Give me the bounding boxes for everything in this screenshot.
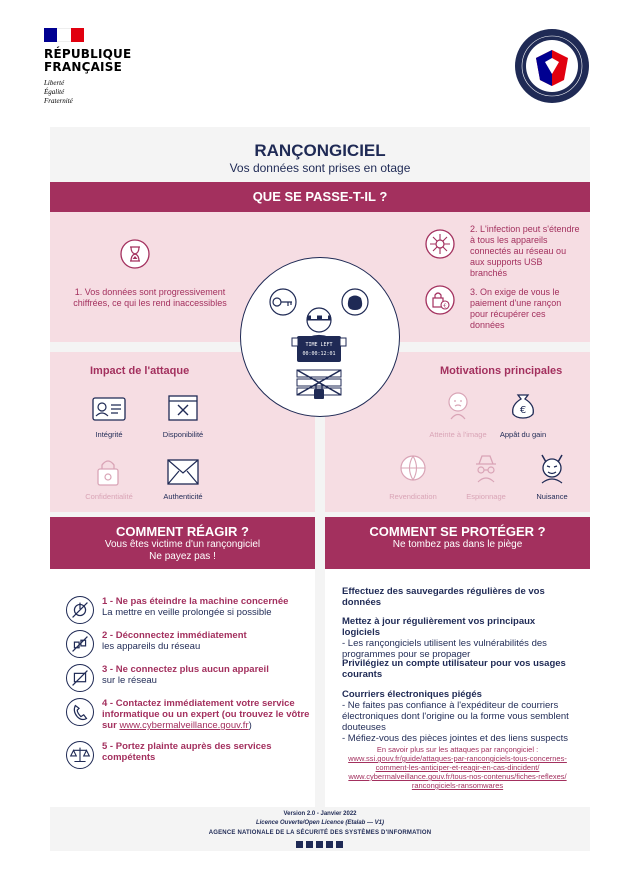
ransomware-illustration (240, 257, 400, 417)
face-icon (445, 390, 471, 420)
youtube-icon[interactable] (326, 841, 333, 848)
licence-text: Licence Ouverte/Open Licence (Etalab — V1) (255, 820, 385, 826)
step-1-text: 1. Vos données sont progressivement chiffrées, ce qui les rend inaccessibles (73, 287, 227, 308)
step-2-text: 2. L'infection peut s'étendre à tous les appareils connectés au réseau ou aux supports USB branchés (470, 224, 580, 278)
ransom-payment-icon (425, 285, 455, 315)
cybermalveillance-link[interactable]: www.cybermalveillance.gouv.fr (119, 720, 249, 731)
motivation-label-claim: Revendication (389, 492, 437, 501)
globe-icon (398, 453, 428, 483)
republique-francaise-logo (44, 28, 164, 106)
react-step-1: 1 - Ne pas éteindre la machine concernée La mettre en veille prolongée si possible (60, 596, 310, 630)
impact-label-integrity: Intégrité (95, 430, 123, 439)
react-step-3: 3 - Ne connectez plus aucun appareil sur le réseau (60, 664, 310, 698)
react-step-4: 4 - Contactez immédiatement votre service informatique ou un expert (ou trouvez le vôtre sur www.cybermalveillance.gouv.fr) (60, 698, 310, 738)
hacker-laptop-icon (241, 258, 401, 418)
page-title: RANÇONGICIEL (254, 141, 386, 160)
envelope-icon (167, 459, 199, 485)
euro-bag-icon (508, 389, 538, 419)
window-x-icon (168, 395, 198, 421)
impact-heading: Impact de l'attaque (90, 365, 190, 377)
react-step-2: 2 - Déconnectez immédiatement les appareils du réseau (60, 630, 310, 664)
cybermalveillance-fiche-link[interactable]: www.cybermalveillance.gouv.fr/tous-nos-contenus/fiches-reflexes/ (348, 772, 567, 781)
devil-icon (537, 452, 567, 484)
id-card-icon (92, 397, 126, 421)
social-links (296, 841, 343, 849)
svg-text:€: € (519, 405, 527, 416)
agency-name: AGENCE NATIONALE DE LA SÉCURITÉ DES SYSTÈMES D'INFORMATION (208, 830, 432, 836)
padlock-icon (95, 457, 121, 487)
phone-support-icon (66, 698, 94, 726)
learn-more: En savoir plus sur les attaques par rançongiciel : www.ssi.gouv.fr/guide/attaques-par-rancongiciels-tous-concernes- comment-les-anticiper-et-reagir-en-cas-dincident/ www.cybermalveillance.gouv.fr/tous-nos-contenus/fiches-reflexes/ rancongiciels-ransomwares (335, 745, 580, 790)
protect-backups: Effectuez des sauvegardes régulières de vos données (342, 586, 545, 608)
cybermalveillance-fiche-link-cont[interactable]: rancongiciels-ransomwares (411, 781, 504, 790)
protect-updates: Mettez à jour régulièrement vos principaux logiciels - Les rançongiciels utilisent les vulnérabilités des programmes pour se propager (342, 616, 547, 660)
twitter-icon[interactable] (296, 841, 303, 848)
version-text: Version 2.0 - Janvier 2022 (283, 811, 357, 817)
network-virus-icon (425, 229, 455, 259)
republic-motto: Liberté Égalité Fraternité (44, 79, 73, 105)
what-happens-heading: QUE SE PASSE-T-IL ? (50, 182, 590, 212)
protect-phishing: Courriers électroniques piégés - Ne faites pas confiance à l'expéditeur de courriers électroniques dont l'origine ou la forme vous semblent douteuses - Méfiez-vous des pièces jointes et des liens suspects (342, 689, 569, 744)
infographic-card (50, 127, 590, 851)
impact-label-confidentiality: Confidentialité (85, 492, 133, 501)
svg-text:TIME LEFT: TIME LEFT (305, 342, 333, 348)
svg-text:€: € (443, 303, 447, 310)
page-subtitle: Vos données sont prises en otage (229, 161, 411, 175)
step-3-text: 3. On exige de vous le paiement d'une rançon pour récupérer ces données (470, 287, 562, 330)
motivation-label-image: Atteinte à l'image (429, 430, 487, 439)
linkedin-icon[interactable] (306, 841, 313, 848)
republic-name: RÉPUBLIQUE FRANÇAISE (44, 47, 132, 74)
facebook-icon[interactable] (316, 841, 323, 848)
hourglass-icon (120, 239, 150, 269)
react-step-5: 5 - Portez plainte auprès des services compétents (60, 741, 310, 775)
justice-scale-icon (66, 741, 94, 769)
how-to-protect-heading: COMMENT SE PROTÉGER ? Ne tombez pas dans le piège (325, 517, 590, 569)
spy-icon (471, 453, 501, 483)
no-connect-icon (66, 664, 94, 692)
motivation-label-nuisance: Nuisance (536, 492, 568, 501)
ssi-guide-link[interactable]: www.ssi.gouv.fr/guide/attaques-par-rancongiciels-tous-concernes- (348, 754, 567, 763)
motivations-heading: Motivations principales (440, 365, 563, 377)
french-flag-icon (44, 28, 84, 42)
anssi-seal-icon (514, 28, 590, 104)
ssi-guide-link-cont[interactable]: comment-les-anticiper-et-reagir-en-cas-dincident/ (375, 763, 540, 772)
protect-user-account: Privilégiez un compte utilisateur pour vos usages courants (342, 658, 566, 680)
unplug-icon (66, 630, 94, 658)
power-off-icon (66, 596, 94, 624)
impact-label-availability: Disponibilité (162, 430, 204, 439)
how-to-react-heading: COMMENT RÉAGIR ? Vous êtes victime d'un rançongiciel Ne payez pas ! (50, 517, 315, 569)
motivation-label-espionage: Espionnage (466, 492, 506, 501)
rss-icon[interactable] (336, 841, 343, 848)
motivation-label-gain: Appât du gain (499, 430, 547, 439)
impact-label-authenticity: Authenticité (163, 492, 203, 501)
svg-text:00:00:12:01: 00:00:12:01 (302, 351, 336, 357)
